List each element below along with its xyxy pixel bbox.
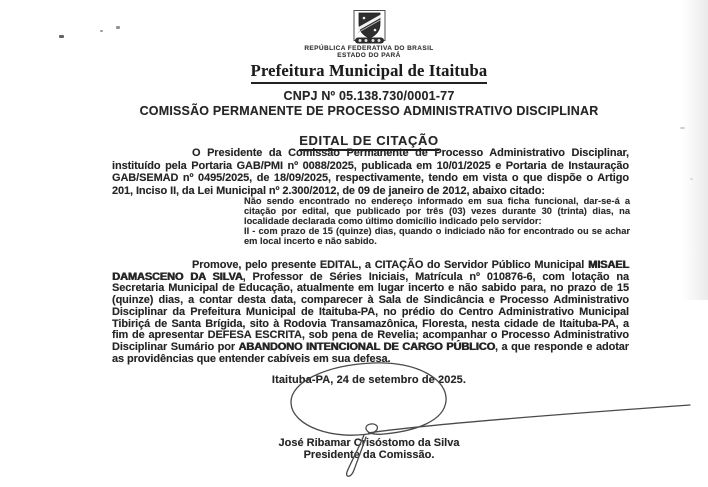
quote-line: Não sendo encontrado no endereço informado em sua ficha funcional, dar-se-á a citação por edital, que publicado por três (03) vezes durante 30 (trinta) dias, na localidade declarada como último domicílio indicado pelo servidor: [244,196,630,226]
legal-quote-block [244,196,630,246]
state-line: ESTADO DO PARÁ [337,52,401,59]
municipality-title: Prefeitura Municipal de Itaituba [251,61,488,84]
letterhead [30,10,708,151]
cnpj-line: CNPJ Nº 05.138.730/0001-77 [283,89,455,103]
signature-stroke [278,356,702,486]
document-title: EDITAL DE CITAÇÃO [299,133,438,151]
signatory-name: José Ribamar Crisóstomo da Silva [278,437,460,449]
commission-line: COMISSÃO PERMANENTE DE PROCESSO ADMINISTRATIVO DISCIPLINAR [139,104,599,118]
paragraph-citation: Promove, pelo presente EDITAL, a CITAÇÃO do Servidor Público Municipal MISAEL DAMASCENO DA SILVA, Professor de Séries Iniciais, Matrícula nº 010876-6, com lotação na Secretaria Municipal de Educação, atualmente em lugar incerto e não sabido para, no prazo de 15 (quinze) dias, a contar desta data, comparecer à Sala de Sindicância e Processo Administrativo Disciplinar da Prefeitura Municipal de Itaituba-PA, no prédio do Centro Administrativo Municipal Tibiriçá de Santa Brígida, sito à Rodovia Transamazônica, Floresta, nesta cidade de Itaituba-PA, a fim de apresentar DEFESA ESCRITA, sob pena de Revelia; acompanhar o Processo Administrativo Disciplinar Sumário por ABANDONO INTENCIONAL DE CARGO PÚBLICO, a que responde e adotar as providências que entender cabíveis em sua defesa. [112,259,630,365]
scan-edge-mark [690,178,693,180]
quote-line: II - com prazo de 15 (quinze) dias, quando o indiciado não for encontrado ou se achar em local incerto e não sabido. [244,226,630,246]
republic-line: REPÚBLICA FEDERATIVA DO BRASIL [304,45,434,52]
date-line: Itaituba-PA, 24 de setembro de 2025. [271,374,467,386]
coat-of-arms-icon [353,10,386,45]
paragraph-intro: O Presidente da Comissão Permanente de Processo Administrativo Disciplinar, instituído pela Portaria GAB/PMI nº 0088/2025, publicada em 10/01/2025 e Portaria de Instauração GAB/SEMAD nº 0495/2025, de 18/09/2025, respectivamente, tendo em vista o que dispõe o Artigo 201, Inciso II, da Lei Municipal nº 2.300/2012, de 09 de janeiro de 2012, abaixo citado: [112,147,629,197]
signatory-role: Presidente da Comissão. [303,448,435,461]
